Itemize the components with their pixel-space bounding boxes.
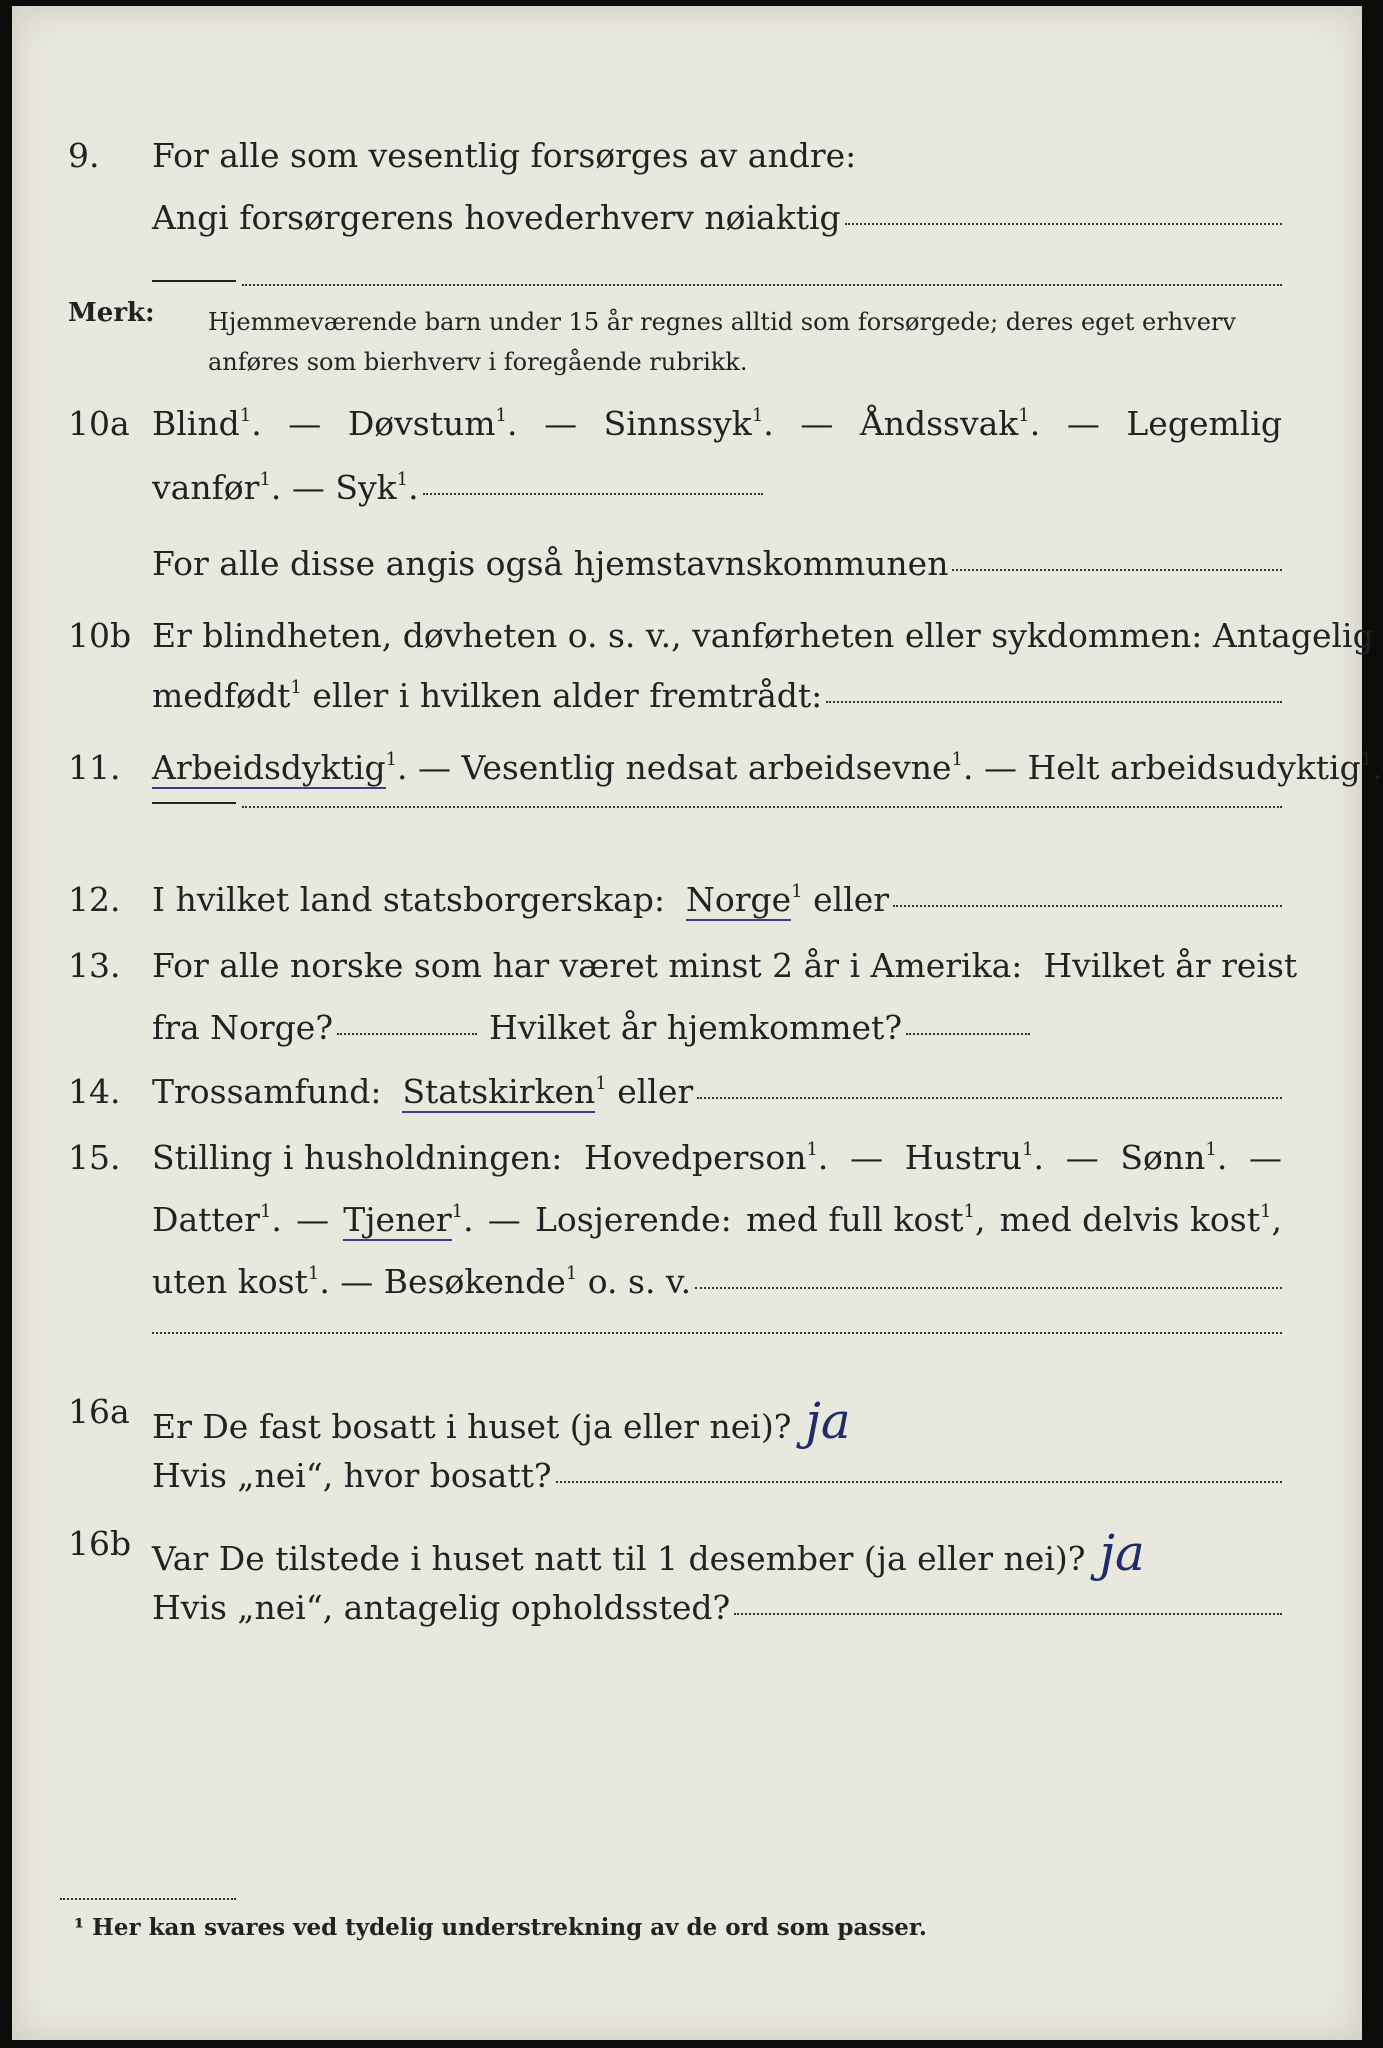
question-text: Stilling i husholdningen: xyxy=(152,1138,563,1177)
footnote-ref: 1 xyxy=(1360,749,1373,770)
dash: — xyxy=(487,1200,521,1239)
question-text: eller i hvilken alder fremtrådt: xyxy=(301,676,823,715)
answer-field[interactable] xyxy=(337,1031,477,1035)
footnote xyxy=(74,1914,927,1941)
dash: — xyxy=(983,748,1017,787)
dash: — xyxy=(340,1262,374,1301)
footnote-ref: 1 xyxy=(1018,405,1030,426)
answer-field[interactable] xyxy=(952,567,1282,571)
option-vanfor[interactable]: vanfør xyxy=(152,468,260,507)
question-text: eller xyxy=(606,1072,694,1111)
footnote-ref: 1 xyxy=(1205,1139,1217,1160)
footnote-ref: 1 xyxy=(239,405,252,426)
footnote-ref: 1 xyxy=(806,1139,818,1160)
footnote-ref: 1 xyxy=(385,749,398,770)
footnote-ref: 1 xyxy=(951,749,963,770)
footnote-ref: 1 xyxy=(259,1201,272,1222)
dash: — xyxy=(418,748,452,787)
dash: — xyxy=(291,468,325,507)
question-number: 16a xyxy=(68,1392,130,1431)
option-sonn[interactable]: Sønn xyxy=(1120,1138,1206,1177)
option-full-kost[interactable]: med full kost xyxy=(745,1200,964,1239)
dash: — xyxy=(850,1138,884,1177)
footnote-ref: 1 xyxy=(307,1263,320,1284)
option-sinnssyk[interactable]: Sinnssyk xyxy=(603,404,752,443)
option-uten-kost[interactable]: uten kost xyxy=(152,1262,308,1301)
footnote-ref: 1 xyxy=(791,881,803,902)
handwritten-answer[interactable]: ja xyxy=(805,1392,851,1450)
divider xyxy=(152,802,236,804)
option-dovstum[interactable]: Døvstum xyxy=(347,404,496,443)
question-text: For alle som vesentlig forsørges av andre: xyxy=(152,136,857,175)
answer-field[interactable] xyxy=(242,284,1282,286)
census-form-page: 9. For alle som vesentlig forsørges av andre: Angi forsørgerens hovederhverv nøiaktig Merk: Hjemmeværende barn under 15 år regnes alltid som forsørgede; deres eget erhverv anføres som bierhverv i foregående rubrikk. 10a Blind$^1$. — Døvstum$^1$. — Sinnssyk$^1$. — Åndssvak$^1$. — Legemlig vanfør$^1$. — Syk$^1$. For alle disse angis også hjemstavnskommunen 10b Er blindheten, døvheten o. s. v., vanførheten eller sykdommen: Antagelig medfødt$^1$ eller i hvilken alder fremtrådt: 11. Arbeidsdyktig$^1$. — Vesentlig nedsat arbeidsevne$^1$. — Helt arbeidsudyktig$^1$. 12. I hvilket land statsborgerskap: Norge$^1$ eller 13. For alle norske som har været minst 2 år i Amerika: Hvilket år reist fra Norge? Hvilket år hjemkommet? 14. Trossamfund: Statskirken$^1$ eller 15. Stilling i husholdningen: Hovedperson$^1$. — Hustru$^1$. — Sønn$^1$. — Datter$^1$. — Tjener$^1$. — Losjerende: med full kost$^1$, med delvis kost$^1$, uten kost$^1$. — Besøkende$^1$ o. s. v. 16a Er De fast bosatt i huset (ja eller nei)? ja Hvis „nei“, hvor bosatt? 16b Var De tilstede i huset natt til 1 desember (ja eller nei)? ja Hvis „nei“, antagelig opholdssted? ¹ Her kan svares ved tydelig understrekning av de ord som passer. xyxy=(12,6,1362,2040)
option-nedsat-arbeidsevne[interactable]: Vesentlig nedsat arbeidsevne xyxy=(461,748,952,787)
answer-field[interactable] xyxy=(734,1611,1282,1615)
answer-field[interactable] xyxy=(242,806,1282,808)
question-number: 12. xyxy=(68,880,121,919)
question-number: 10b xyxy=(68,616,132,655)
handwritten-answer[interactable]: ja xyxy=(1099,1524,1145,1582)
option-andssvak[interactable]: Åndssvak xyxy=(859,404,1019,443)
question-text: Angi forsørgerens hovederhverv nøiaktig xyxy=(152,198,841,237)
question-number: 15. xyxy=(68,1138,121,1177)
option-losjerende[interactable]: Losjerende: xyxy=(534,1200,732,1239)
option-legemlig[interactable]: Legemlig xyxy=(1126,404,1282,443)
dash: — xyxy=(1249,1138,1282,1177)
note-text: Hjemmeværende barn under 15 år regnes alltid som forsørgede; deres eget erhverv anføres som bierhverv i foregående rubrikk. xyxy=(208,308,1236,376)
question-number: 14. xyxy=(68,1072,121,1111)
footnote-ref: 1 xyxy=(290,677,302,698)
question-text: eller xyxy=(802,880,890,919)
divider xyxy=(152,280,236,282)
footnote-ref: 1 xyxy=(1260,1201,1272,1222)
question-text: Hvis „nei“, antagelig opholdssted? xyxy=(152,1588,731,1627)
option-hovedperson[interactable]: Hovedperson xyxy=(584,1138,807,1177)
footnote-ref: 1 xyxy=(565,1263,578,1284)
dash: — xyxy=(800,404,834,443)
dash: — xyxy=(544,404,578,443)
footnote-ref: 1 xyxy=(1022,1139,1034,1160)
footnote-ref: 1 xyxy=(396,469,409,490)
question-number: 9. xyxy=(68,136,100,175)
answer-field[interactable] xyxy=(906,1031,1030,1035)
question-text: Var De tilstede i huset natt til 1 desember (ja eller nei)? xyxy=(152,1539,1086,1578)
question-text: fra Norge? xyxy=(152,1008,334,1047)
question-text: Hvilket år hjemkommet? xyxy=(489,1008,903,1047)
footnote-text: Her kan svares ved tydelig understrekning av de ord som passer. xyxy=(92,1914,927,1941)
option-syk[interactable]: Syk xyxy=(335,468,397,507)
note-label: Merk: xyxy=(68,298,155,328)
question-text: o. s. v. xyxy=(577,1262,692,1301)
option-arbeidsudyktig[interactable]: Helt arbeidsudyktig xyxy=(1027,748,1361,787)
question-text: For alle norske som har været minst 2 år i Amerika: Hvilket år reist xyxy=(152,946,1298,985)
answer-field[interactable] xyxy=(697,1095,1282,1099)
question-text: I hvilket land statsborgerskap: xyxy=(152,880,666,919)
answer-field[interactable] xyxy=(556,1479,1282,1483)
footnote-rule xyxy=(60,1898,236,1900)
option-arbeidsdyktig[interactable]: Arbeidsdyktig xyxy=(152,748,386,787)
option-norge[interactable]: Norge xyxy=(686,880,792,919)
question-text: Er blindheten, døvheten o. s. v., vanførheten eller sykdommen: Antagelig xyxy=(152,616,1374,655)
question-number: 13. xyxy=(68,946,121,985)
question-number: 11. xyxy=(68,748,121,787)
footnote-ref: 1 xyxy=(495,405,507,426)
option-delvis-kost[interactable]: med delvis kost xyxy=(999,1200,1260,1239)
footnote-ref: 1 xyxy=(595,1073,607,1094)
answer-field[interactable] xyxy=(695,1285,1282,1289)
option-medfodt[interactable]: medfødt xyxy=(152,676,291,715)
question-text: Hvis „nei“, hvor bosatt? xyxy=(152,1456,552,1495)
question-number: 10a xyxy=(68,404,130,443)
footnote-mark: ¹ xyxy=(74,1914,85,1941)
dash: — xyxy=(1066,404,1100,443)
question-text: For alle disse angis også hjemstavnskommunen xyxy=(152,544,949,583)
footnote-ref: 1 xyxy=(259,469,271,490)
option-hustru[interactable]: Hustru xyxy=(904,1138,1023,1177)
answer-field[interactable] xyxy=(826,699,1282,703)
answer-field[interactable] xyxy=(152,1332,1282,1334)
option-tjener[interactable]: Tjener xyxy=(343,1200,452,1239)
question-text: Er De fast bosatt i huset (ja eller nei)? xyxy=(152,1407,792,1446)
footnote-ref: 1 xyxy=(963,1201,975,1222)
option-besokende[interactable]: Besøkende xyxy=(383,1262,566,1301)
dash: — xyxy=(288,404,322,443)
question-text: Trossamfund: xyxy=(152,1072,382,1111)
footnote-ref: 1 xyxy=(451,1201,464,1222)
question-number: 16b xyxy=(68,1524,132,1563)
option-statskirken[interactable]: Statskirken xyxy=(402,1072,596,1111)
answer-field[interactable] xyxy=(423,491,763,495)
answer-field[interactable] xyxy=(893,903,1282,907)
dash: — xyxy=(1065,1138,1099,1177)
footnote-ref: 1 xyxy=(751,405,764,426)
dash: — xyxy=(296,1200,330,1239)
answer-field[interactable] xyxy=(845,221,1282,225)
option-blind[interactable]: Blind xyxy=(152,404,240,443)
option-datter[interactable]: Datter xyxy=(152,1200,260,1239)
